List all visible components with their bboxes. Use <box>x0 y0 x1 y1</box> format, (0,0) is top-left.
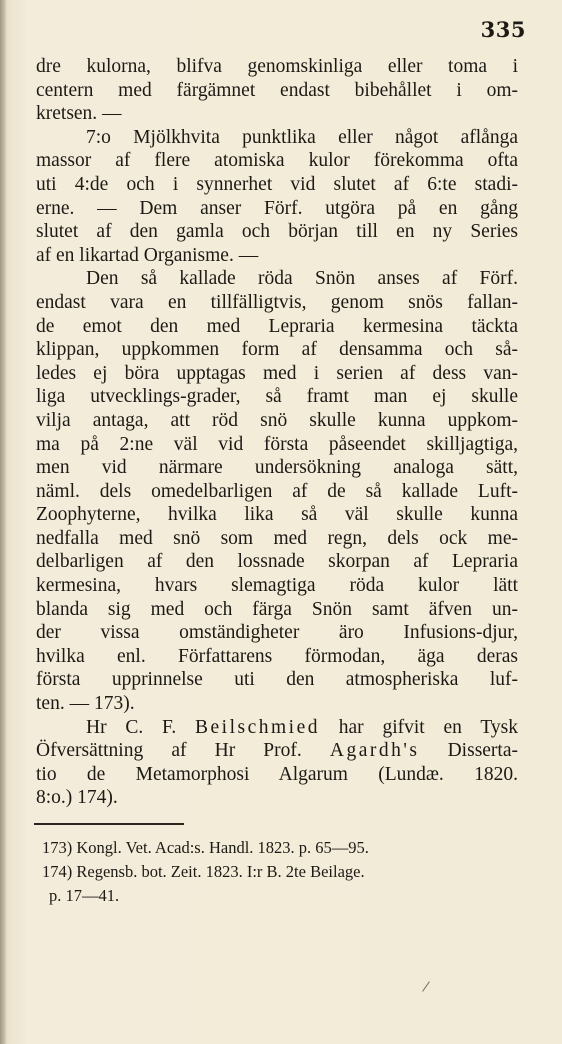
text-line-26: hvilka enl. Författarens förmodan, äga deras <box>36 645 518 667</box>
text-line-10: Den så kallade röda Snön anses af Förf. <box>86 268 518 290</box>
body-text <box>36 55 518 810</box>
text-line-22: delbarligen af den lossnade skorpan af Lepraria <box>36 551 518 573</box>
translated-author-name: Agardh's <box>329 740 420 762</box>
stray-pen-mark <box>422 981 430 991</box>
text-line-20: Zoophyterne, hvilka lika så väl skulle kunna <box>36 504 518 526</box>
text-line-28: ten. — 173). <box>36 693 135 715</box>
text-line-8: slutet af den gamla och början till en ny Series <box>36 221 518 243</box>
text-line-12: de emot den med Lepraria kermesina täckta <box>36 315 518 337</box>
translation-line-suffix: Disserta- <box>419 740 518 762</box>
text-line-14: ledes ej böra upptagas med i serien af dess van- <box>36 362 518 384</box>
translation-line <box>36 739 518 763</box>
text-line-17: ma på 2:ne väl vid första påseendet skilljagtiga, <box>36 433 518 455</box>
text-line-23: kermesina, hvars slemagtiga röda kulor lätt <box>36 575 518 597</box>
footnotes <box>42 836 512 908</box>
text-line-6: uti 4:de och i synnerhet vid slutet af 6:te stadi- <box>36 173 518 195</box>
author-name: Beilschmied <box>195 716 320 738</box>
text-line-21: nedfalla med snö som med regn, dels ock me- <box>36 527 518 549</box>
text-line-13: klippan, uppkommen form af densamma och så- <box>36 339 518 361</box>
text-line-31: tio de Metamorphosi Algarum (Lundæ. 1820. <box>36 763 518 785</box>
translation-line-prefix: Öfversättning af Hr Prof. <box>36 740 330 762</box>
text-line-25: der vissa omständigheter äro Infusions-djur, <box>36 622 518 644</box>
footnote-174: 174) Regensb. bot. Zeit. 1823. I:r B. 2te Beilage. <box>42 862 365 881</box>
author-line-suffix: har gifvit en Tysk <box>319 716 518 738</box>
text-line-11: endast vara en tillfälligtvis, genom snös fallan- <box>36 291 518 313</box>
text-line-2: centern med färgämnet endast bibehållet i om- <box>36 79 518 101</box>
text-line-1: dre kulorna, blifva genomskinliga eller toma i <box>36 56 518 77</box>
text-line-3: kretsen. — <box>36 103 122 125</box>
footnote-174-continuation: p. 17—41. <box>49 886 120 905</box>
text-line-9: af en likartad Organisme. — <box>36 244 259 266</box>
text-line-5: massor af flere atomiska kulor förekomma ofta <box>36 150 518 172</box>
text-line-15: liga utvecklings-grader, så framt man ej skulle <box>36 386 518 408</box>
page-number: 335 <box>480 17 526 42</box>
text-line-19: näml. dels omedelbarligen af de så kallade Luft- <box>36 480 518 502</box>
text-line-7: erne. — Dem anser Förf. utgöra på en gång <box>36 197 518 219</box>
footnote-173: 173) Kongl. Vet. Acad:s. Handl. 1823. p. 65—95. <box>42 838 369 857</box>
author-line-prefix: Hr C. F. <box>86 716 195 738</box>
text-line-16: vilja antaga, att röd snö skulle kunna uppkom- <box>36 409 518 431</box>
text-line-18: men vid närmare undersökning analoga sätt, <box>36 457 518 479</box>
binding-edge <box>0 0 6 1044</box>
text-line-24: blanda sig med och färga Snön samt äfven un- <box>36 598 518 620</box>
footnote-divider <box>34 823 184 825</box>
text-line-27: första upprinnelse uti den atmospheriska luf- <box>36 669 518 691</box>
text-line-32: 8:o.) 174). <box>36 787 118 809</box>
text-line-4: 7:o Mjölkhvita punktlika eller något aflånga <box>86 126 518 148</box>
author-line <box>36 716 518 740</box>
